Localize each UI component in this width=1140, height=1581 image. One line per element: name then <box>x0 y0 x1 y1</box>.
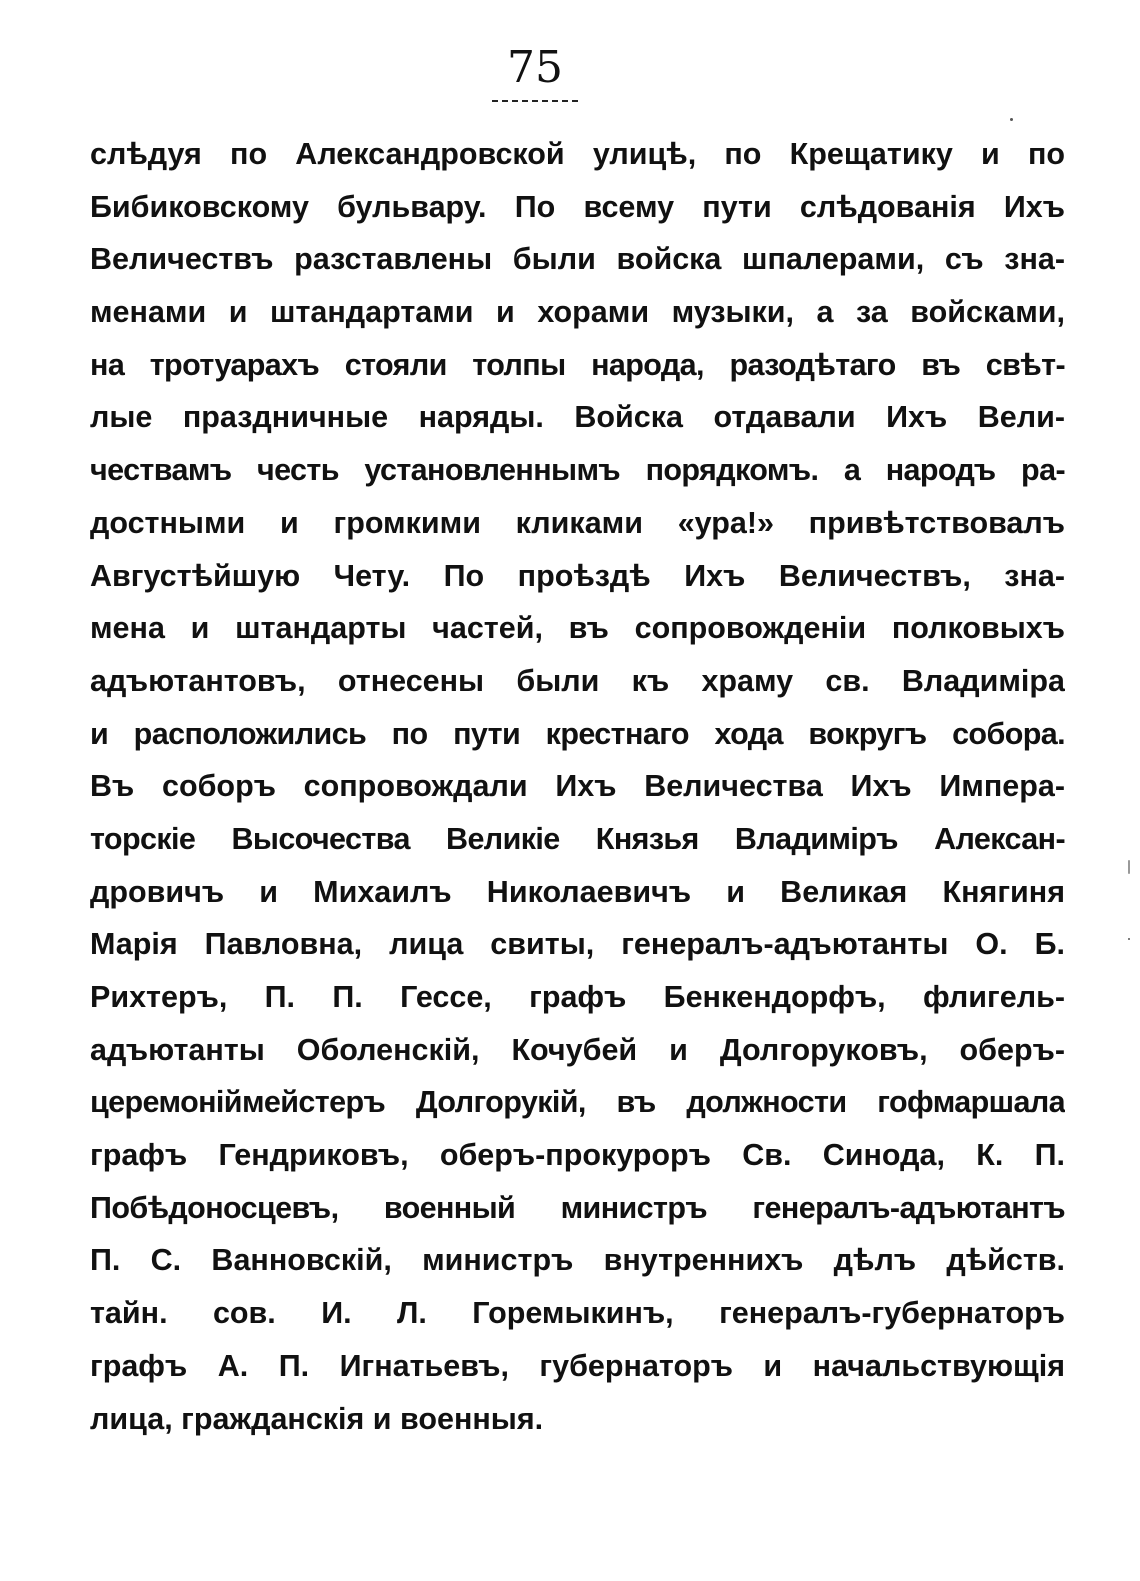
text-line: торскіе Высочества Великіе Князья Владиміръ Алексан- <box>90 821 1065 856</box>
body-paragraph <box>90 128 1065 1445</box>
text-line: на тротуарахъ стояли толпы народа, разодѣтаго въ свѣт- <box>90 347 1065 382</box>
ink-speck <box>1128 860 1130 874</box>
text-line: Величествъ разставлены были войска шпалерами, съ зна- <box>90 242 1065 277</box>
ink-speck <box>1010 118 1013 121</box>
text-line: дровичъ и Михаилъ Николаевичъ и Великая Княгиня <box>90 874 1065 909</box>
text-line: Марія Павловна, лица свиты, генералъ-адъютанты О. Б. <box>90 927 1065 962</box>
text-line: менами и штандартами и хорами музыки, а за войсками, <box>90 295 1065 330</box>
text-line: тайн. сов. И. Л. Горемыкинъ, генералъ-губернаторъ <box>90 1296 1065 1331</box>
text-line: Побѣдоносцевъ, военный министръ генералъ-адъютантъ <box>90 1190 1065 1225</box>
text-line: слѣдуя по Александровской улицѣ, по Крещатику и по <box>90 137 1065 171</box>
text-line: достными и громкими кликами «ура!» привѣтствовалъ <box>90 505 1065 540</box>
text-line: графъ Гендриковъ, оберъ-прокуроръ Св. Синода, К. П. <box>90 1138 1065 1173</box>
text-line: лые праздничные наряды. Войска отдавали Ихъ Вели- <box>90 400 1065 435</box>
text-line: и расположились по пути крестнаго хода вокругъ собора. <box>90 716 1065 751</box>
text-line: П. С. Ванновскій, министръ внутреннихъ дѣлъ дѣйств. <box>90 1243 1065 1278</box>
text-line: Рихтеръ, П. П. Гессе, графъ Бенкендорфъ, флигель- <box>90 980 1065 1014</box>
ink-speck <box>1128 938 1130 940</box>
page-number-rule <box>492 100 578 102</box>
text-line: церемоніймейстеръ Долгорукій, въ должности гофмаршала <box>90 1085 1065 1120</box>
text-line: графъ А. П. Игнатьевъ, губернаторъ и начальствующія <box>90 1348 1065 1383</box>
text-line: адъютантовъ, отнесены были къ храму св. Владиміра <box>90 663 1065 698</box>
text-line: Въ соборъ сопровождали Ихъ Величества Ихъ Импера- <box>90 769 1065 804</box>
text-line: Августѣйшую Чету. По проѣздѣ Ихъ Величествъ, зна- <box>90 558 1065 593</box>
text-line: чествамъ честь установленнымъ порядкомъ. а народъ ра- <box>90 453 1065 488</box>
text-line: лица, гражданскія и военныя. <box>90 1401 544 1436</box>
page-number: 75 <box>507 42 563 93</box>
text-line: адъютанты Оболенскій, Кочубей и Долгоруковъ, оберъ- <box>90 1032 1065 1067</box>
text-line: мена и штандарты частей, въ сопровожденіи полковыхъ <box>90 611 1065 646</box>
text-line: Бибиковскому бульвару. По всему пути слѣдованія Ихъ <box>90 189 1065 224</box>
